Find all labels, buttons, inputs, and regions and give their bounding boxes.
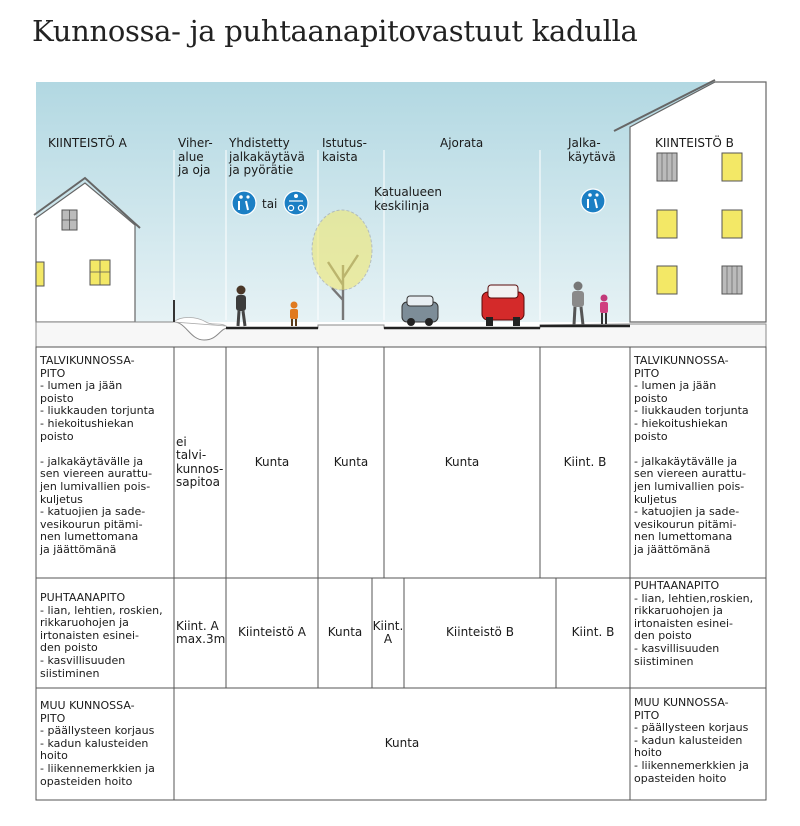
zone-label-line: Katualueen [374,185,442,199]
zone-label-line: Viher- [178,136,213,150]
text-line: A [383,632,393,646]
sign-connector-text: tai [262,197,278,211]
pedestrian-sign-icon [232,191,256,215]
text-line: PUHTAANAPITO [40,591,126,604]
text-line: poisto [40,391,74,405]
muu-cell-all: Kunta [384,736,420,751]
text-line: PUHTAANAPITO [634,579,720,592]
text-line: sapitoa [176,475,220,489]
puhtaana-cell-istutus: Kunta [327,625,363,640]
talvi-cell-viheralue [174,347,228,578]
zone-label-line: käytävä [568,149,616,164]
text-line: vesikourun pitämi- [40,517,143,531]
text-line: PITO [634,366,660,380]
text-line: talvi- [176,448,207,462]
text-line: - liukkauden torjunta [40,404,155,418]
text-line: Kiint. A [176,618,219,633]
child-icon [290,302,298,327]
text-line: max.3m [176,632,226,646]
talvi-cell-jalkakaytava: Kiint. B [563,454,607,469]
text-line: - hiekoitushiekan [40,416,134,430]
text-line: kuljetus [634,492,677,506]
zone-label-line: Jalka- [568,136,601,150]
text-line: - hiekoitushiekan [634,416,728,430]
text-line: Kiint. [372,618,404,633]
building-b-window [722,153,742,181]
puhtaana-cell-yhdistetty: Kiinteistö A [238,625,306,640]
text-line [634,443,764,456]
text-line: PITO [634,708,660,722]
text-line: siistiminen [40,666,100,680]
talvi-cell-yhdistetty: Kunta [254,454,290,469]
zone-label-jalkakaytava [568,137,616,164]
text-line: MUU KUNNOSSA- [40,699,135,712]
text-line: PITO [40,711,66,725]
zone-label-line: jalkakäytävä [229,149,305,164]
text-line: irtonaisten esinei- [40,628,139,642]
zone-label-istutuskaista [322,137,367,164]
text-line: - lian, lehtien, roskien, [40,603,163,617]
text-line [40,443,172,456]
building-b-window [657,266,677,294]
text-line: den poisto [40,641,98,655]
zone-label-line: keskilinja [374,198,430,213]
text-line: TALVIKUNNOSSA- [40,354,135,367]
text-line: - päällysteen korjaus [40,724,155,738]
muu-right-text [634,697,764,785]
text-line: rikkaruohojen ja [40,616,129,630]
text-line: nen lumettomana [634,530,733,544]
text-line: MUU KUNNOSSA- [634,696,729,709]
zone-label-line: alue [178,149,204,164]
text-line: sen viereen aurattu- [40,467,153,481]
text-line: poisto [40,429,74,443]
text-line: sen viereen aurattu- [634,467,747,481]
puhtaana-cell-ajorata: Kiinteistö B [446,625,514,640]
puhtaana-cell-jalkakaytava: Kiint. B [571,625,615,640]
text-line: hoito [634,746,662,760]
text-line: - katuojien ja sade- [634,505,740,519]
talvi-left-text [40,355,172,557]
text-line: - kasvillisuuden [634,641,720,655]
text-line: - jalkakäytävälle ja [40,454,144,468]
pedestrian-sign-icon [581,189,605,213]
text-line: irtonaisten esinei- [634,616,733,630]
zone-label-ajorata: Ajorata [440,136,484,150]
zone-label-line: ja pyörätie [229,163,294,177]
talvi-right-text [634,355,764,557]
text-line: jen lumivallien pois- [40,479,151,493]
zone-label-line: kaista [322,149,358,164]
muu-left-text [40,700,172,788]
text-line: - päällysteen korjaus [634,721,749,735]
text-line: poisto [634,391,668,405]
zone-label-line: Istutus- [322,136,367,150]
puhtaana-right-text [634,580,764,668]
red-car-icon [482,285,524,326]
zone-label-kiinteisto-b: KIINTEISTÖ B [655,136,734,150]
text-line: poisto [634,429,668,443]
talvi-cell-istutus: Kunta [333,454,369,469]
zone-label-line: ja oja [178,163,211,177]
building-b-window [657,210,677,238]
text-line: opasteiden hoito [634,771,727,785]
text-line: ja jäättömänä [40,542,117,556]
text-line: rikkaruohojen ja [634,604,723,618]
text-line: den poisto [634,629,692,643]
text-line: vesikourun pitämi- [634,517,737,531]
page-title: Kunnossa- ja puhtaanapitovastuut kadulla [32,14,638,48]
text-line: opasteiden hoito [40,774,133,788]
house-a-window [36,262,44,286]
talvi-cell-ajorata: Kunta [444,454,480,469]
cycle-path-sign-icon [284,191,308,215]
text-line: - liukkauden torjunta [634,404,749,418]
text-line: - lumen ja jään [634,379,717,393]
text-line: TALVIKUNNOSSA- [634,354,729,367]
text-line: ja jäättömänä [634,542,711,556]
text-line: - lian, lehtien,roskien, [634,591,754,605]
puhtaana-left-text [40,592,172,680]
grey-car-icon [402,296,438,326]
text-line: jen lumivallien pois- [634,479,745,493]
text-line: ei [176,434,187,449]
text-line: - jalkakäytävälle ja [634,454,738,468]
zone-label-viheralue [178,137,213,178]
zone-label-katualueen-keskilinja [374,186,442,213]
zone-label-kiinteisto-a: KIINTEISTÖ A [48,136,127,150]
text-line: - lumen ja jään [40,379,123,393]
text-line: siistiminen [634,654,694,668]
zone-label-line: Yhdistetty [229,136,290,150]
text-line: - kadun kalusteiden [40,736,149,750]
text-line: - katuojien ja sade- [40,505,146,519]
text-line: PITO [40,366,66,380]
puhtaana-cell-kiint-a [372,578,404,688]
ground-profile [36,322,766,347]
zone-label-yhdistetty [229,137,305,178]
text-line: - liikennemerkkien ja [40,761,155,775]
building-b-window [722,210,742,238]
text-line: kunnos- [176,461,224,476]
text-line: - kasvillisuuden [40,653,126,667]
text-line: - kadun kalusteiden [634,733,743,747]
text-line: - liikennemerkkien ja [634,758,749,772]
text-line: kuljetus [40,492,83,506]
text-line: nen lumettomana [40,530,139,544]
puhtaana-cell-viheralue [174,578,228,688]
text-line: hoito [40,749,68,763]
